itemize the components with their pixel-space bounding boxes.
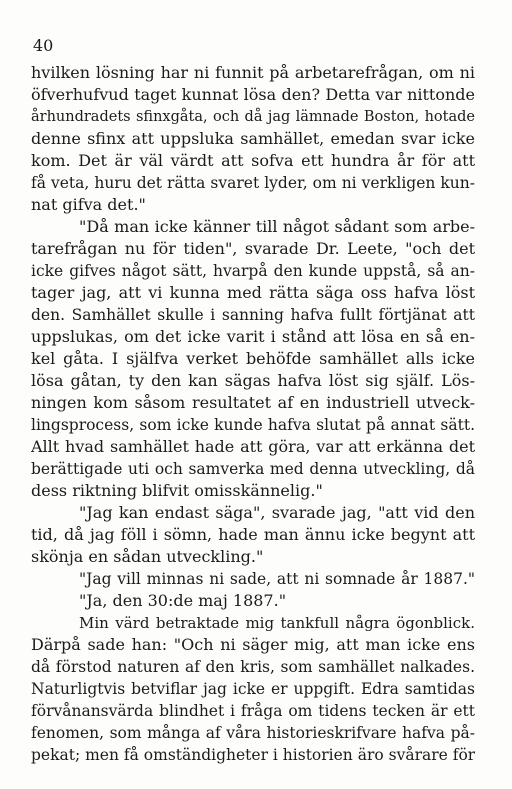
text-line: ningen kom såsom resultatet af en industriell utveck- (31, 393, 475, 412)
text-line: Därpå sade han: "Och ni säger mig, att man icke ens (31, 635, 475, 654)
text-line: fenomen, som många af våra historieskrifvare hafva på- (31, 724, 475, 742)
text-line: "Jag kan endast säga", svarade jag, "att vid den (79, 503, 475, 522)
text-line: tager jag, att vi kunna med rätta säga oss hafva löst (31, 283, 475, 302)
text-line: tarefrågan nu för tiden", svarade Dr. Leete, "och det (31, 239, 475, 258)
text-line: Naturligtvis betviflar jag icke er uppgift. Edra samtidas (31, 680, 475, 698)
text-line: pekat; men få omständigheter i historien äro svårare för (31, 746, 475, 764)
text-line: skönja en sådan utveckling." (31, 547, 264, 566)
text-line: öfverhufvud taget kunnat lösa den? Detta var nittonde (31, 85, 475, 104)
text-line: berättigade uti och samverka med denna utveckling, då (31, 460, 475, 478)
text-line: den. Samhället skulle i sanning hafva fullt förtjänat att (31, 306, 475, 324)
text-line: "Jag vill minnas ni sade, att ni somnade år 1887." (79, 570, 475, 588)
text-line: uppslukas, om det icke varit i stånd att lösa en så en- (31, 327, 475, 346)
text-line: "Då man icke känner till något sådant som arbe- (79, 217, 475, 236)
text-line: denne sfinx att uppsluka samhället, emedan svar icke (31, 129, 475, 148)
text-line: kel gåta. I själfva verket behöfde samhället alls icke (31, 349, 475, 368)
body-text (31, 62, 475, 766)
text-line: Allt hvad samhället hade att göra, var att erkänna det (31, 437, 475, 456)
text-line: tid, då jag föll i sömn, hade man ännu icke begynt att (31, 525, 475, 544)
text-line: dess riktning blifvit omisskännelig." (31, 481, 323, 500)
page-number: 40 (33, 36, 54, 55)
text-line: nat gifva det." (31, 195, 146, 214)
text-line: hvilken lösning har ni funnit på arbetarefrågan, om ni (31, 63, 475, 82)
text-line: Min värd betraktade mig tankfull några ögonblick. (79, 614, 475, 632)
text-line: lingsprocess, som icke kunde hafva slutat på annat sätt. (31, 416, 475, 434)
text-line: förvånansvärda blindhet i fråga om tidens tecken är ett (31, 702, 475, 720)
text-line: "Ja, den 30:de maj 1887." (79, 591, 287, 610)
text-line: få veta, huru det rätta svaret lyder, om ni verkligen kun- (31, 174, 475, 192)
text-line: lösa gåtan, ty den kan sägas hafva löst sig själf. Lös- (31, 371, 475, 390)
text-line: icke gifves något sätt, hvarpå den kunde uppstå, så an- (31, 262, 475, 280)
text-line: kom. Det är väl värdt att sofva ett hundra år för att (31, 151, 475, 170)
text-line: då förstod naturen af den kris, som samhället nalkades. (31, 658, 475, 676)
text-line: århundradets sfinxgåta, och då jag lämnade Boston, hotade (31, 109, 475, 125)
